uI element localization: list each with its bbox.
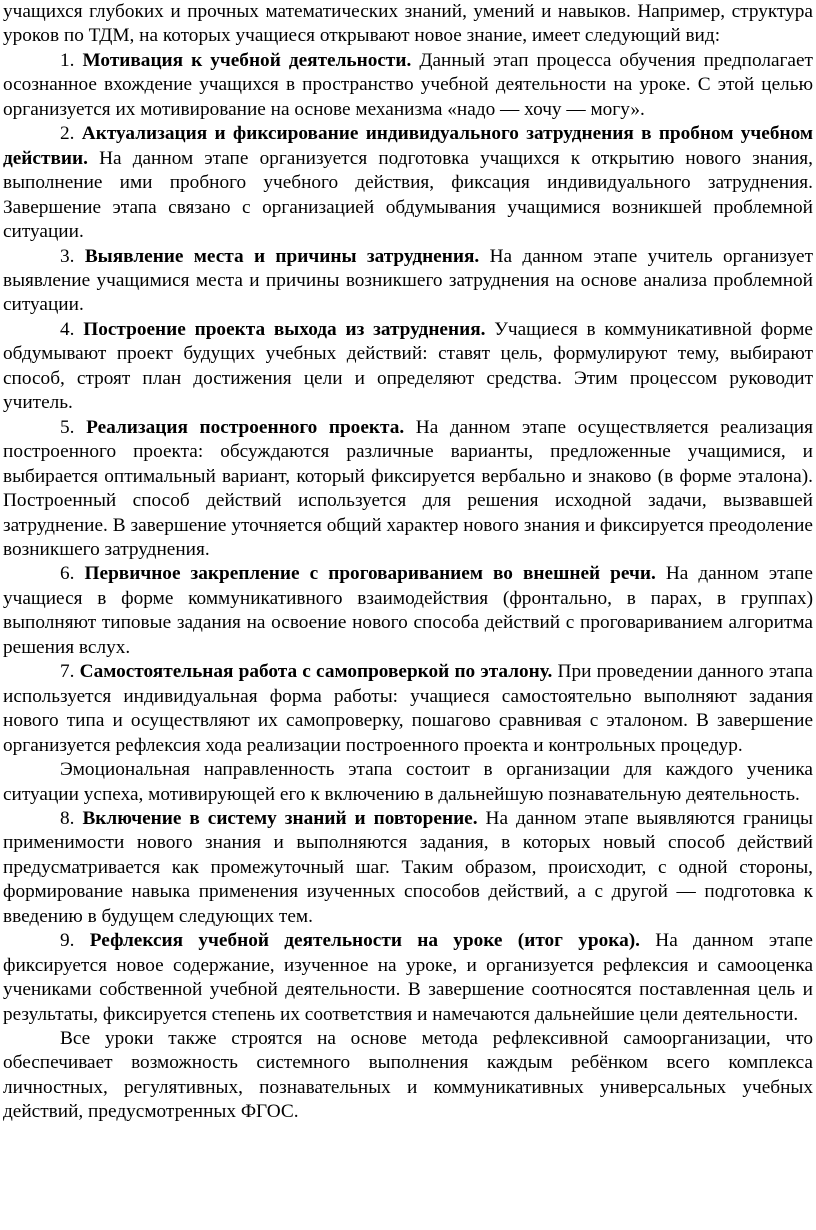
step-8-heading: Включение в систему знаний и повторение.: [82, 807, 478, 829]
step-8-number: 8.: [60, 807, 75, 829]
step-9-text: На данном этапе фиксируется новое содержание, изученное на уроке, и организуется рефлексия и самооценка учениками собственной учебной деятельности. В завершение соотносятся поставленная цель и результаты, фиксируется степень их соответствия и намечаются дальнейшие цели деятельности.: [3, 930, 813, 1025]
step-9-number: 9.: [60, 930, 75, 952]
step-8-text: На данном этапе выявляются границы применимости нового знания и выполняются задания, в которых новый способ действий предусматривается как промежуточный шаг. Таким образом, происходит, с одной стороны, формирование навыка применения изученных способов действий, а с другой — подготовка к введению в будущем следующих тем.: [3, 807, 813, 927]
step-4-number: 4.: [60, 318, 75, 340]
step-1-text: Данный этап процесса обучения предполагает осознанное вхождение учащихся в пространство учебной деятельности на уроке. С этой целью организуется их мотивирование на основе механизма «надо — хочу — могу».: [3, 49, 813, 120]
closing-paragraph: [3, 1027, 813, 1125]
step-4-text: Учащиеся в коммуникативной форме обдумывают проект будущих учебных действий: ставят цель, формулируют тему, выбирают способ, строят план достижения цели и определяют средства. Этим процессом руководит учитель.: [3, 318, 813, 414]
step-6-text: На данном этапе учащиеся в форме коммуникативного взаимодействия (фронтально, в парах, в группах) выполняют типовые задания на освоение нового способа действий с проговариванием алгоритма решения вслух.: [3, 563, 813, 658]
step-2-text: На данном этапе организуется подготовка учащихся к открытию нового знания, выполнение ими пробного учебного действия, фиксация индивидуального затруднения. Завершение этапа связано с организацией обдумывания учащимися возникшей проблемной ситуации.: [3, 147, 813, 243]
closing-text: Все уроки также строятся на основе метода рефлексивной самоорганизации, что обеспечивает возможность системного выполнения каждым ребёнком всего комплекса личностных, регулятивных, познавательных и коммуникативных универсальных учебных действий, предусмотренных ФГОС.: [3, 1028, 813, 1123]
emotional-text: Эмоциональная направленность этапа состоит в организации для каждого ученика ситуации успеха, мотивирующей его к включению в дальнейшую познавательную деятельность.: [3, 759, 813, 805]
step-2-number: 2.: [60, 123, 75, 145]
step-7-heading: Самостоятельная работа с самопроверкой по эталону.: [79, 661, 553, 683]
step-7-text: При проведении данного этапа используется индивидуальная форма работы: учащиеся самостоятельно выполняют задания нового типа и осуществляют их самопроверку, пошагово сравнивая с эталоном. В завершение организуется рефлексия хода реализации построенного проекта и контрольных процедур.: [3, 661, 813, 756]
step-8-paragraph: [3, 807, 813, 929]
step-4-paragraph: [3, 318, 813, 416]
step-5-paragraph: [3, 416, 813, 563]
step-7-paragraph: [3, 660, 813, 758]
step-6-heading: Первичное закрепление с проговариванием во внешней речи.: [84, 563, 656, 585]
step-3-text: На данном этапе учитель организует выявление учащимися места и причины возникшего затруднения на основе анализа проблемной ситуации.: [3, 245, 813, 316]
step-9-paragraph: [3, 929, 813, 1027]
step-5-number: 5.: [60, 416, 75, 438]
step-3-heading: Выявление места и причины затруднения.: [84, 245, 480, 267]
step-7-number: 7.: [60, 661, 75, 683]
step-1-paragraph: [3, 49, 813, 122]
step-6-paragraph: [3, 562, 813, 660]
step-5-text: На данном этапе осуществляется реализация построенного проекта: обсуждаются различные варианты, предложенные учащимися, и выбирается оптимальный вариант, который фиксируется вербально и знаково (в форме эталона). Построенный способ действий используется для решения исходной задачи, вызвавшей затруднение. В завершение уточняется общий характер нового знания и фиксируется преодоление возникшего затруднения.: [3, 416, 813, 560]
step-3-number: 3.: [60, 245, 75, 267]
step-4-heading: Построение проекта выхода из затруднения.: [83, 318, 486, 340]
step-1-heading: Мотивация к учебной деятельности.: [82, 49, 412, 71]
step-3-paragraph: [3, 245, 813, 318]
emotional-paragraph: [3, 758, 813, 807]
step-2-heading: Актуализация и фиксирование индивидуального затруднения в пробном учебном действии.: [3, 123, 813, 169]
step-1-number: 1.: [60, 49, 75, 71]
intro-paragraph: [3, 0, 813, 49]
step-5-heading: Реализация построенного проекта.: [86, 416, 405, 438]
intro-text: учащихся глубоких и прочных математических знаний, умений и навыков. Например, структура уроков по ТДМ, на которых учащиеся открывают новое знание, имеет следующий вид:: [3, 1, 813, 47]
step-9-heading: Рефлексия учебной деятельности на уроке (итог урока).: [89, 930, 640, 952]
step-2-paragraph: [3, 122, 813, 244]
step-6-number: 6.: [60, 563, 75, 585]
